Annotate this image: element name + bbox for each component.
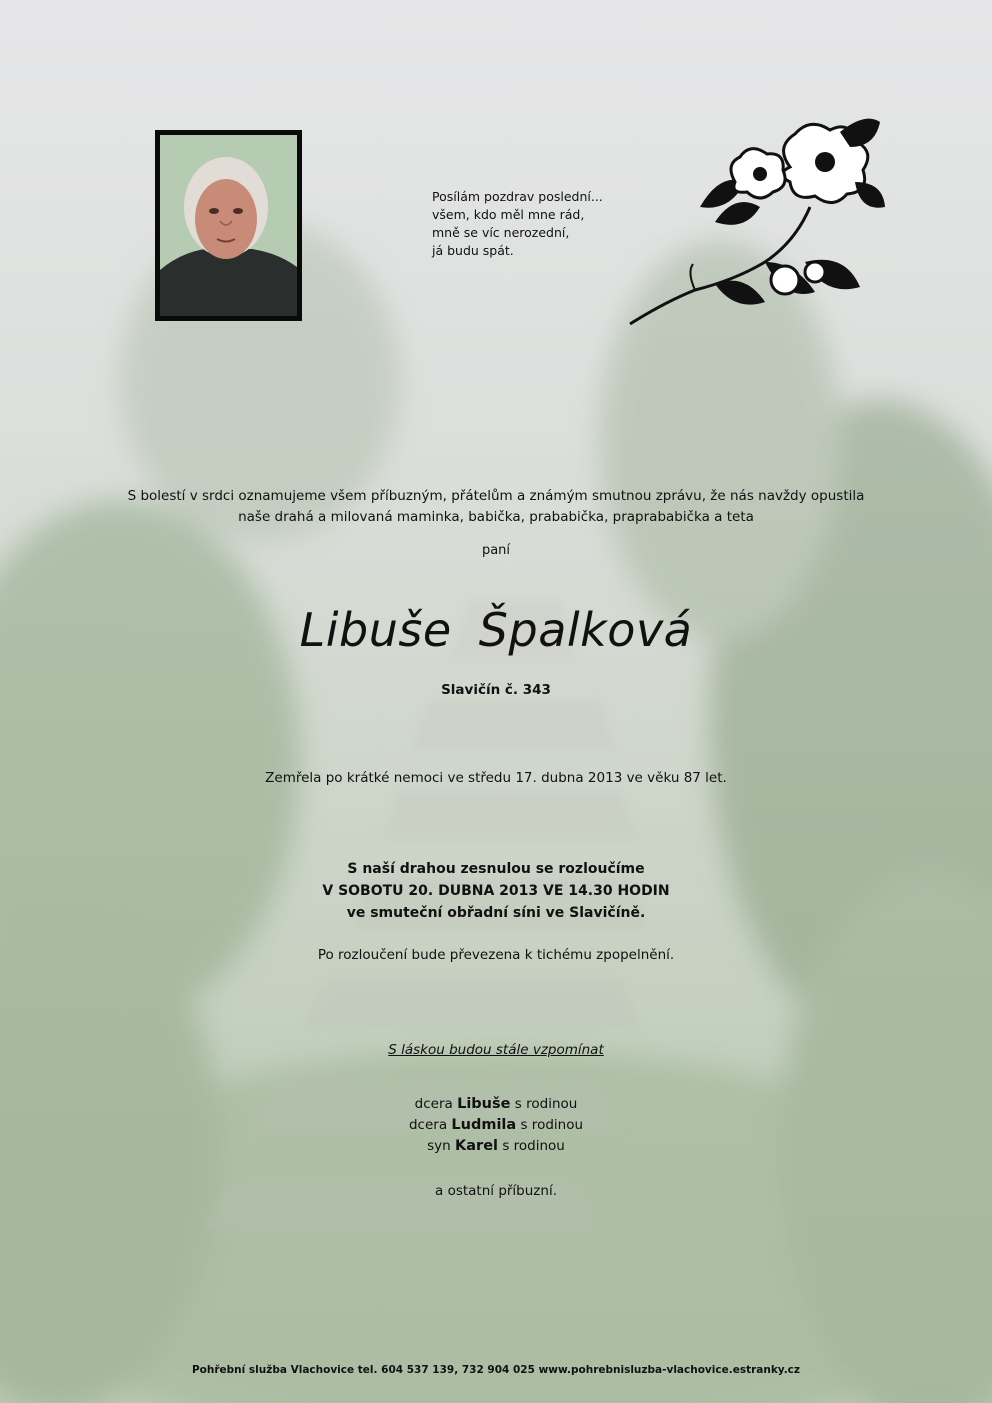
deceased-name	[0, 600, 992, 660]
poem-line: všem, kdo měl mne rád,	[432, 207, 585, 222]
portrait-image	[160, 135, 297, 316]
family-name: Karel	[455, 1138, 499, 1154]
ceremony-info	[0, 858, 992, 924]
announcement-text	[0, 486, 992, 528]
death-notice: Zemřela po krátké nemoci ve středu 17. dubna 2013 ve věku 87 let.	[265, 770, 727, 786]
transfer-note: Po rozloučení bude převezena k tichému zpopelnění.	[317, 947, 675, 963]
family-suffix: s rodinou	[520, 1117, 584, 1133]
family-relation: dcera	[414, 1096, 453, 1112]
deceased-last-name: Špalková	[478, 603, 693, 657]
other-relatives: a ostatní příbuzní.	[435, 1183, 557, 1199]
deceased-first-name: Libuše	[299, 603, 452, 657]
poem-line: já budu spát.	[432, 243, 514, 258]
remembrance-heading: S láskou budou stále vzpomínat	[388, 1042, 604, 1058]
announcement-line: S bolestí v srdci oznamujeme všem příbuzným, přátelům a známým smutnou zprávu, že nás navždy opustila	[127, 488, 865, 504]
announcement-line: naše drahá a milovaná maminka, babička, prababička, praprababička a teta	[238, 509, 754, 525]
flower-branch-icon	[625, 112, 887, 332]
title-prefix: paní	[481, 543, 511, 558]
family-member	[0, 1136, 992, 1157]
family-list	[0, 1094, 992, 1157]
funeral-service-footer: Pohřební služba Vlachovice tel. 604 537 139, 732 904 025 www.pohrebnisluzba-vlachovice.estranky.cz	[191, 1364, 801, 1376]
poem-line: Posílám pozdrav poslední...	[432, 189, 603, 204]
family-relation: syn	[427, 1138, 451, 1154]
family-name: Libuše	[457, 1096, 511, 1112]
ceremony-line: ve smuteční obřadní síni ve Slavičíně.	[346, 905, 646, 921]
farewell-poem	[432, 188, 603, 260]
deceased-address: Slavičín č. 343	[441, 682, 551, 698]
family-member	[0, 1115, 992, 1136]
family-member	[0, 1094, 992, 1115]
portrait-photo	[155, 130, 302, 321]
family-suffix: s rodinou	[514, 1096, 578, 1112]
ceremony-line: V SOBOTU 20. DUBNA 2013 VE 14.30 HODIN	[322, 883, 670, 899]
family-name: Ludmila	[451, 1117, 517, 1133]
family-suffix: s rodinou	[502, 1138, 565, 1154]
family-relation: dcera	[408, 1117, 448, 1133]
poem-line: mně se víc nerozední,	[432, 225, 570, 240]
ceremony-line: S naší drahou zesnulou se rozloučíme	[347, 861, 645, 877]
